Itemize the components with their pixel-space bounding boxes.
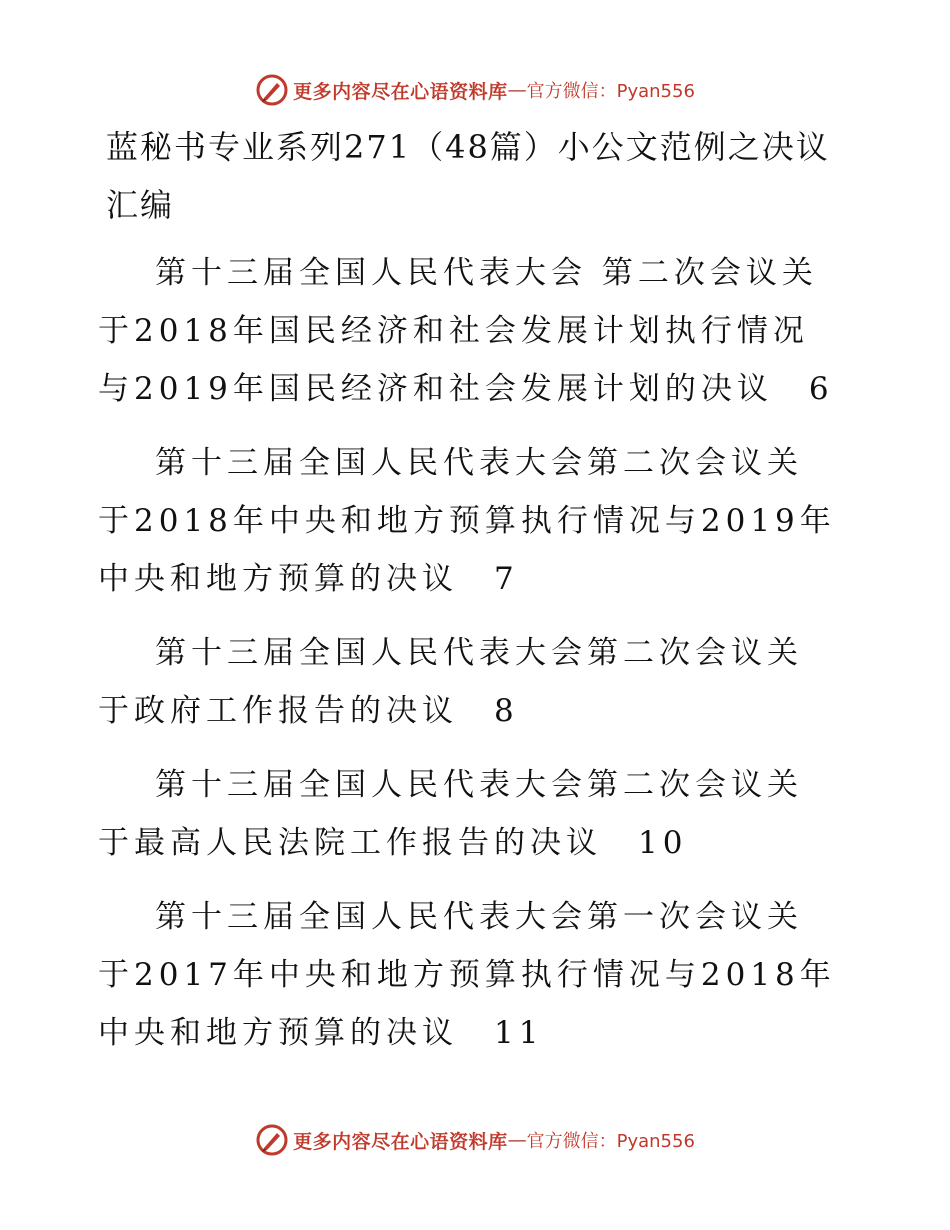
toc-entry-text: 第十三届全国人民代表大会第二次会议关于2018年中央和地方预算执行情况与2019年中央和地方预算的决议 <box>98 445 836 597</box>
watermark-text: 更多内容尽在心语资料库 <box>293 1130 508 1153</box>
toc-entry-text: 第十三届全国人民代表大会 第二次会议关于2018年国民经济和社会发展计划执行情况与2019年国民经济和社会发展计划的决议 <box>98 255 818 407</box>
toc-entry-page: 6 <box>808 371 834 407</box>
toc-entry-page: 8 <box>494 693 519 729</box>
toc-entry-page: 10 <box>638 825 688 861</box>
watermark-footer <box>0 1120 950 1160</box>
watermark-contact: 官方微信：Pyan556 <box>526 81 695 102</box>
watermark-dash: — <box>507 1129 527 1151</box>
watermark-text: 更多内容尽在心语资料库 <box>293 80 508 103</box>
document-title: 蓝秘书专业系列271（48篇）小公文范例之决议汇编 <box>106 128 830 224</box>
toc-entry <box>98 756 838 872</box>
toc-entry-page: 11 <box>494 1015 544 1051</box>
toc-entry <box>98 244 838 418</box>
watermark-dash: — <box>507 79 527 101</box>
toc-entry-page: 7 <box>494 561 519 597</box>
watermark-header <box>0 70 950 110</box>
toc-entry <box>98 624 838 740</box>
red-pen-circle-logo-icon <box>255 73 289 107</box>
red-pen-circle-logo-icon <box>255 1123 289 1157</box>
toc-entry-text: 第十三届全国人民代表大会第二次会议关于最高人民法院工作报告的决议 <box>98 767 803 861</box>
toc-entry-text: 第十三届全国人民代表大会第一次会议关于2017年中央和地方预算执行情况与2018年中央和地方预算的决议 <box>98 899 836 1051</box>
toc-entry <box>98 434 838 608</box>
document-body <box>98 118 838 1078</box>
watermark-contact: 官方微信：Pyan556 <box>526 1131 695 1152</box>
toc-entry-text: 第十三届全国人民代表大会第二次会议关于政府工作报告的决议 <box>98 635 803 729</box>
toc-entry <box>98 888 838 1062</box>
